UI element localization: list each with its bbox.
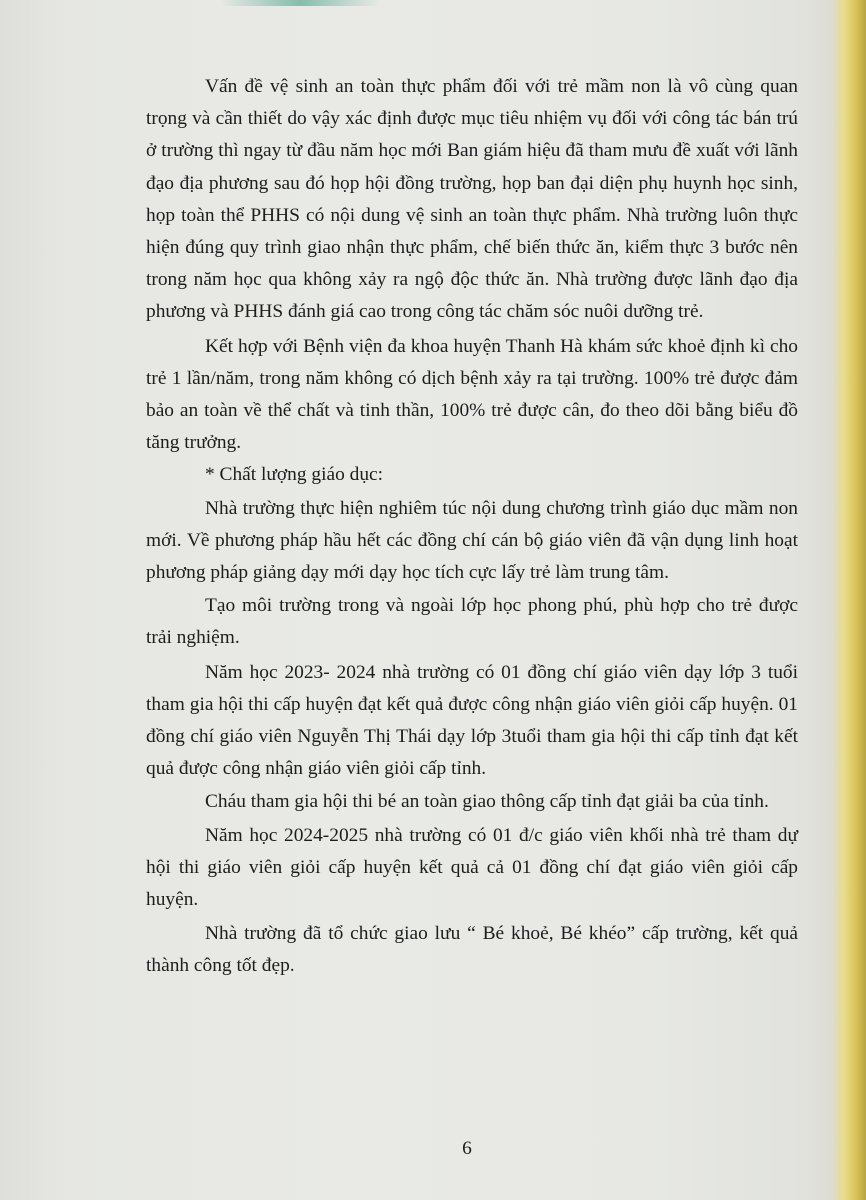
paragraph-traffic-safety-contest: Cháu tham gia hội thi bé an toàn giao thông cấp tỉnh đạt giải ba của tỉnh. — [205, 791, 769, 813]
paragraph-food-safety: Vấn đề vệ sinh an toàn thực phẩm đối với trẻ mầm non là vô cùng quan trọng và cần thiết do vậy xác định được mục tiêu nhiệm vụ đối với công tác bán trú ở trường thì ngay từ đầu năm học mới Ban giám hiệu đã tham mưu đề xuất với lãnh đạo địa phương sau đó họp hội đồng trường, họp ban đại diện phụ huynh học sinh, họp toàn thể PHHS có nội dung vệ sinh an toàn thực phẩm. Nhà trường luôn thực hiện đúng quy trình giao nhận thực phẩm, chế biến thức ăn, kiểm thực 3 bước nên trong năm học qua không xảy ra ngộ độc thức ăn. Nhà trường được lãnh đạo địa phương và PHHS đánh giá cao trong công tác chăm sóc nuôi dưỡng trẻ. — [146, 76, 798, 323]
paragraph-learning-environment: Tạo môi trường trong và ngoài lớp học phong phú, phù hợp cho trẻ được trải nghiệm. — [146, 595, 798, 649]
page-top-strip — [220, 0, 380, 6]
book-page-edge — [832, 0, 866, 1200]
section-heading-education-quality: * Chất lượng giáo dục: — [205, 464, 384, 486]
document-body — [146, 71, 798, 983]
paragraph-health-check: Kết hợp với Bệnh viện đa khoa huyện Thanh Hà khám sức khoẻ định kì cho trẻ 1 lần/năm, trong năm không có dịch bệnh xảy ra tại trường. 100% trẻ được đảm bảo an toàn về thể chất và tinh thần, 100% trẻ được cân, đo theo dõi bằng biểu đồ tăng trưởng. — [146, 335, 798, 454]
page-number: 6 — [462, 1138, 472, 1159]
paragraph-curriculum: Nhà trường thực hiện nghiêm túc nội dung chương trình giáo dục mầm non mới. Về phương pháp hầu hết các đồng chí cán bộ giáo viên đã vận dụng linh hoạt phương pháp giảng dạy mới dạy học tích cực lấy trẻ làm trung tâm. — [146, 497, 798, 584]
paragraph-teacher-awards-2024: Năm học 2024-2025 nhà trường có 01 đ/c giáo viên khối nhà trẻ tham dự hội thi giáo viên giỏi cấp huyện kết quả cả 01 đồng chí đạt giáo viên giỏi cấp huyện. — [146, 824, 798, 911]
paragraph-teacher-awards-2023: Năm học 2023- 2024 nhà trường có 01 đồng chí giáo viên dạy lớp 3 tuổi tham gia hội thi cấp huyện đạt kết quả được công nhận giáo viên giỏi cấp huyện. 01 đồng chí giáo viên Nguyễn Thị Thái dạy lớp 3tuổi tham gia hội thi cấp tỉnh đạt kết quả được công nhận giáo viên giỏi cấp tỉnh. — [146, 661, 798, 780]
paragraph-exchange-event: Nhà trường đã tổ chức giao lưu “ Bé khoẻ, Bé khéo” cấp trường, kết quả thành công tốt đẹp. — [146, 923, 798, 977]
